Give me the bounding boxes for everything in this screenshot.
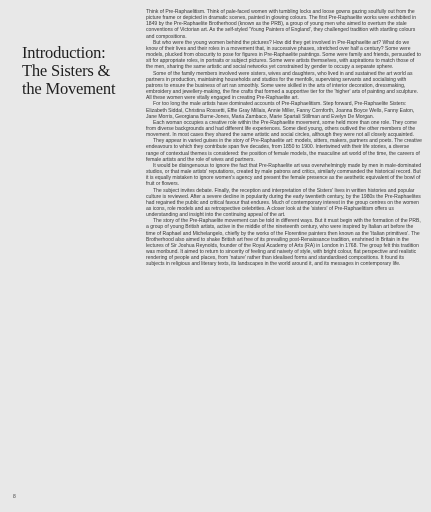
chapter-heading <box>22 44 140 98</box>
paragraph-8: The subject invites debate. Finally, the reception and interpretation of the Sisters' lives in written histories and popular culture is reviewed. After a severe decline in popularity during the early twentieth century, by the 1980s the Pre-Raphaelites had regained the public and critical favour that endures. Much of contemporary interest in the group centres on the women as icons, role models and as retrospective celebrities. A closer look at the 'sisters' of Pre-Raphaelitism offers us understanding and insight into the continuing appeal of the art. <box>146 187 421 219</box>
paragraph-2: But who were the young women behind the pictures? How did they get involved in Pre-Raphaelite art? What do we know of their lives and their roles in a movement that, in successive phases, stretched over half a century? Some were models, plucked from obscurity to pose for figures in Pre-Raphaelite paintings. Some were family and friends, persuaded to sit for appropriate roles, in portraits or subject pictures. Some were artists themselves, with aspirations to match those of the men, sharing the same artistic and social networks yet constrained by gender to occupy a separate sphere. <box>146 39 421 71</box>
heading-line-1: Introduction: <box>22 43 106 62</box>
paragraph-5: Each woman occupies a creative role within the Pre-Raphaelite movement, some held more than one role. They come from diverse backgrounds and had different life experiences. Some died young, others outlived the other members of the movement. In most cases they shared the same artistic and social circles, although they were not all closely acquainted. <box>146 119 417 139</box>
paragraph-1: Think of Pre-Raphaelitism. Think of pale-faced women with tumbling locks and loose gowns gazing soulfully out from the picture frame or depicted in dramatic scenes, painted in glowing colours. The first Pre-Raphaelite works were exhibited in 1849 by the Pre-Raphaelite Brotherhood (known as the PRB), a group of young men who aimed to overturn the stale conventions of Victorian art. As the self-styled 'Young Painters of England', they challenged tradition with startling colours and compositions. <box>146 9 417 40</box>
paragraph-7: It would be disingenuous to ignore the fact that Pre-Raphaelite art was overwhelmingly made by men in male-dominated studios, or that male artists' reputations, created by male patrons and critics, similarly commanded the historical record. But it is equally mistaken to ignore women's agency and present the female presence as the aesthetic equivalent of the bowl of fruit or flowers. <box>146 162 422 188</box>
page-number: 8 <box>13 494 16 500</box>
body-text-column <box>146 9 422 268</box>
heading-line-3: the Movement <box>22 79 116 98</box>
paragraph-3: Some of the family members involved were sisters, wives and daughters, who lived in and sustained the art world as partners in production, maintaining households and studios for the menfolk, supervising servants and socialising with patrons to ensure the business of art ran smoothly. Some were skilled in the arts of interior decoration, dressmaking, embroidery and jewellery-making, the fine crafts that formed a supportive tier for the 'higher' arts of painting and sculpture. All these women were vitally engaged in creating Pre-Raphaelite art. <box>146 70 419 102</box>
paragraph-6: They appear in varied guises in the story of Pre-Raphaelite art: models, sitters, makers, partners and poets. The creative endeavours to which they contribute span five decades, from 1850 to 1900. Intertwined with their life stories, a diverse range of contextual themes is considered: the position of female models, the masculine art world of the time, the careers of female artists and the role of wives and partners. <box>146 138 422 163</box>
paragraph-9: The story of the Pre-Raphaelite movement can be told in different ways. But it must begin with the formation of the PRB, a group of young British artists, active in the middle of the nineteenth century, who were inspired by Italian art before the time of Raphael and Michelangelo, chiefly by the works of the Florentine painters then known as the 'Italian primitives'. The Brotherhood also aimed to shake British art free of its prevailing post-Renaissance tradition, enshrined in Britain in the lectures of Sir Joshua Reynolds, founder of the Royal Academy of Arts (RA) in London in 1768. The group felt this tradition was moribund. It aimed to return to sincerity of feeling and naivety of style, with bright colour, flat perspective and realistic rendering of people and places, from 'nature' rather than idealised forms and standardised compositions. It found its subjects in religious and literary texts, its landscapes in the world around it, and its messages in contemporary life. <box>146 218 421 268</box>
heading-line-2: The Sisters & <box>22 61 111 80</box>
paragraph-4: For too long the male artists have dominated accounts of Pre-Raphaelitism. Step forward, Pre-Raphaelite Sisters: Elizabeth Siddal, Christina Rossetti, Effie Gray Millais, Annie Miller, Fanny Cornforth, Joanna Boyce Wells, Fanny Eaton, Jane Morris, Georgiana Burne-Jones, Maria Zambaco, Marie Spartali Stillman and Evelyn De Morgan. <box>146 101 415 120</box>
